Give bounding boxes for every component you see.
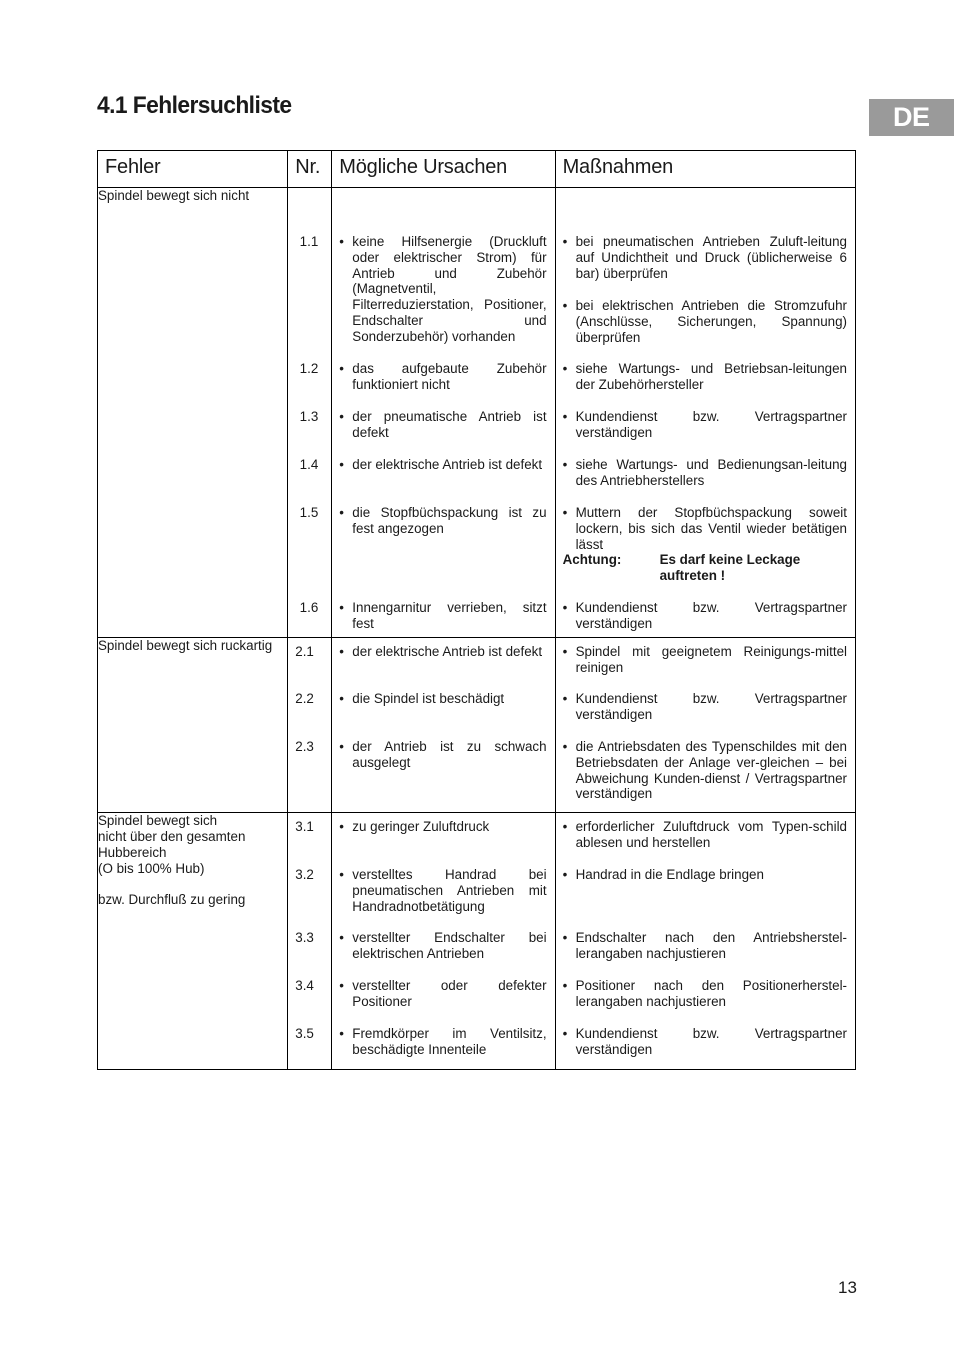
nr-cell (288, 188, 332, 638)
cause-item: • die Stopfbüchspackung ist zu fest angezogen (339, 505, 546, 537)
action-item: • siehe Wartungs- und Bedienungsan-leitung des Antriebherstellers (563, 457, 847, 489)
nr-cell (288, 813, 332, 1070)
nr-cell (288, 638, 332, 813)
action-item: • erforderlicher Zuluftdruck vom Typen-schild ablesen und herstellen (563, 819, 847, 851)
cause-item: • der pneumatische Antrieb ist defekt (339, 409, 546, 441)
language-tab: DE (869, 99, 954, 136)
action-item: • Handrad in die Endlage bringen (563, 867, 847, 883)
fault-cell (98, 638, 288, 813)
nr-value: 1.2 (299, 361, 319, 376)
action-item: • siehe Wartungs- und Betriebsan-leitungen der Zubehörhersteller (563, 361, 847, 393)
fault-line: nicht über den gesamten (98, 829, 246, 844)
action-item: • Muttern der Stopfbüchspackung soweit lockern, bis sich das Ventil wieder betätigen lässt (563, 505, 847, 552)
cause-item: • zu geringer Zuluftdruck (339, 819, 546, 835)
fault-line: Spindel bewegt sich (98, 813, 218, 828)
action-item: • Kundendienst bzw. Vertragspartner verständigen (563, 1026, 847, 1058)
cause-cell (332, 813, 555, 1070)
action-cell (555, 638, 855, 813)
nr-value: 3.4 (295, 978, 314, 993)
cause-item: • Innengarnitur verrieben, sitzt fest (339, 600, 546, 632)
table-header-row (98, 151, 856, 188)
nr-value: 1.6 (299, 600, 319, 615)
action-item: • Kundendienst bzw. Vertragspartner verständigen (563, 409, 847, 441)
warning-text: Es darf keine Leckage auftreten ! (659, 552, 801, 583)
header-nr: Nr. (288, 151, 332, 188)
cause-item: • der Antrieb ist zu schwach ausgelegt (339, 739, 546, 771)
nr-value: 1.5 (299, 505, 319, 520)
header-causes: Mögliche Ursachen (332, 151, 555, 188)
warning-label: Achtung: (562, 552, 622, 567)
cause-cell (332, 188, 555, 638)
action-item: • Positioner nach den Positionerherstel-lerangaben nachjustieren (563, 978, 847, 1010)
nr-value: 1.1 (299, 234, 319, 249)
page-number: 13 (838, 1278, 857, 1297)
fault-text: Spindel bewegt sich nicht (98, 188, 250, 203)
section-title: 4.1 Fehlersuchliste (97, 92, 292, 119)
cause-item: • der elektrische Antrieb ist defekt (339, 457, 546, 473)
nr-value: 2.2 (295, 691, 314, 706)
action-item: • bei pneumatischen Antrieben Zuluft-leitung auf Undichtheit und Druck (üblicherweise 6 bar) überprüfen (563, 234, 847, 281)
action-item: • die Antriebsdaten des Typenschildes mit den Betriebsdaten der Anlage ver-gleichen – bei Abweichung Kunden-dienst / Vertragspartner verständigen (563, 739, 847, 802)
nr-value: 2.1 (295, 644, 314, 659)
fault-line: (O bis 100% Hub) (98, 861, 205, 876)
cause-item: • die Spindel ist beschädigt (339, 691, 546, 707)
fault-cell (98, 188, 288, 638)
nr-value: 3.3 (295, 930, 314, 945)
troubleshooting-table (97, 150, 856, 1070)
action-cell (555, 188, 855, 638)
nr-value: 2.3 (295, 739, 314, 754)
fault-cell (98, 813, 288, 1070)
nr-value: 3.5 (295, 1026, 314, 1041)
nr-value: 3.1 (295, 819, 314, 834)
header-fault: Fehler (98, 151, 288, 188)
cause-item: • keine Hilfsenergie (Druckluft oder elektrischer Strom) für Antrieb und Zubehör (Magnetventil, Filterreduzierstation, Positioner, Endschalter und Sonderzubehör) vorhanden (339, 234, 546, 345)
cause-item: • der elektrische Antrieb ist defekt (339, 644, 546, 660)
cause-item: • das aufgebaute Zubehör funktioniert nicht (339, 361, 546, 393)
nr-value: 3.2 (295, 867, 314, 882)
action-item: • Spindel mit geeignetem Reinigungs-mittel reinigen (563, 644, 847, 676)
action-item: • bei elektrischen Antrieben die Stromzufuhr (Anschlüsse, Sicherungen, Spannung) überprüfen (563, 298, 847, 345)
header-actions: Maßnahmen (555, 151, 855, 188)
cause-item: • Fremdkörper im Ventilsitz, beschädigte Innenteile (339, 1026, 546, 1058)
nr-value: 1.4 (299, 457, 319, 472)
nr-value: 1.3 (299, 409, 319, 424)
action-item: • Kundendienst bzw. Vertragspartner verständigen (563, 691, 847, 723)
fault-line: Hubbereich (98, 845, 167, 860)
table-row (98, 813, 856, 1070)
cause-item: • verstelltes Handrad bei pneumatischen Antrieben mit Handradnotbetätigung (339, 867, 546, 914)
table-row (98, 188, 856, 638)
action-cell (555, 813, 855, 1070)
warning-note (563, 552, 847, 584)
fault-text: Spindel bewegt sich ruckartig (98, 638, 273, 653)
fault-line: bzw. Durchfluß zu gering (98, 892, 246, 907)
table-row (98, 638, 856, 813)
cause-item: • verstellter Endschalter bei elektrischen Antrieben (339, 930, 546, 962)
cause-cell (332, 638, 555, 813)
action-item: • Kundendienst bzw. Vertragspartner verständigen (563, 600, 847, 632)
fault-line-spacer (98, 877, 287, 892)
cause-item: • verstellter oder defekter Positioner (339, 978, 546, 1010)
action-item: • Endschalter nach den Antriebsherstel-lerangaben nachjustieren (563, 930, 847, 962)
